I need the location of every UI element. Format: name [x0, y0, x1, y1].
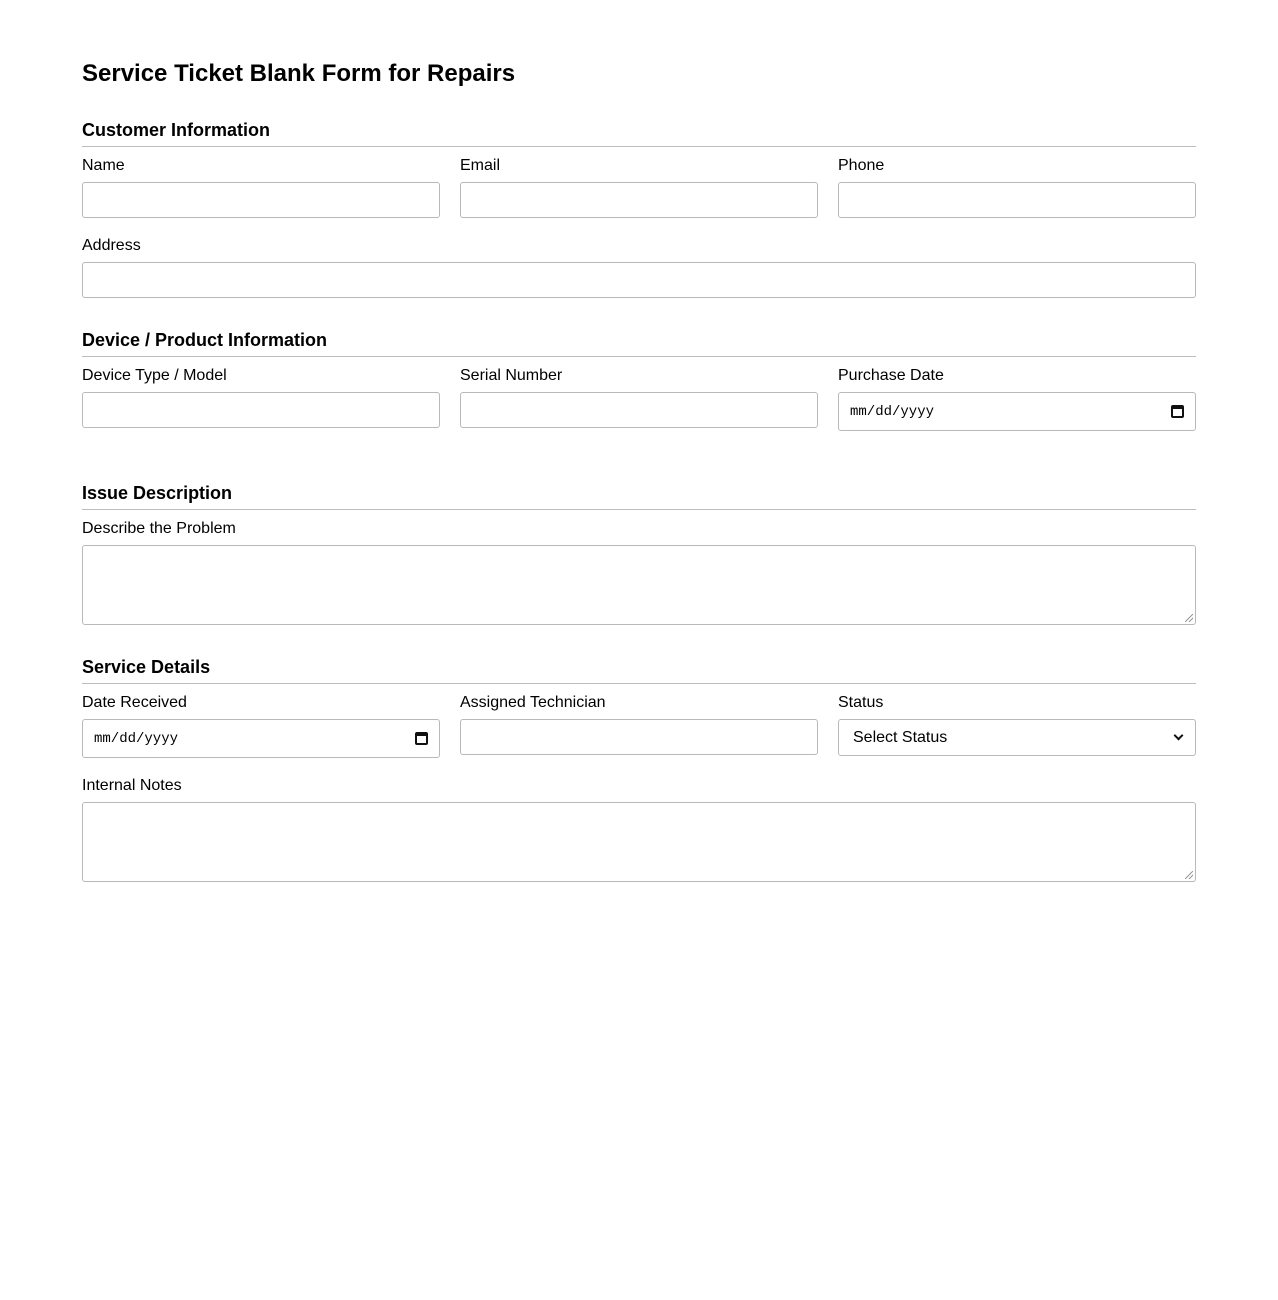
- section-title-customer: Customer Information: [82, 120, 1196, 147]
- address-field-group: [82, 237, 1196, 255]
- name-input[interactable]: [82, 182, 440, 218]
- date-received-label: Date Received: [82, 694, 187, 711]
- section-title-device: Device / Product Information: [82, 330, 1196, 357]
- page-title: Service Ticket Blank Form for Repairs: [82, 60, 516, 87]
- describe-field-group: [82, 520, 1196, 538]
- device-type-field-group: [82, 367, 440, 385]
- date-received-field-group: [82, 694, 440, 747]
- technician-input[interactable]: [460, 719, 818, 755]
- email-field-group: [460, 157, 818, 175]
- calendar-icon[interactable]: [1171, 405, 1184, 418]
- status-field-group: [838, 694, 1196, 746]
- name-label: Name: [82, 157, 125, 174]
- phone-input[interactable]: [838, 182, 1196, 218]
- address-label: Address: [82, 237, 141, 254]
- serial-input[interactable]: [460, 392, 818, 428]
- section-title-service: Service Details: [82, 657, 1196, 684]
- email-input[interactable]: [460, 182, 818, 218]
- date-received-placeholder: mm/dd/yyyy: [94, 730, 179, 747]
- purchase-date-input[interactable]: [838, 392, 1196, 431]
- name-field-group: [82, 157, 440, 175]
- technician-label: Assigned Technician: [460, 694, 606, 711]
- status-label: Status: [838, 694, 884, 711]
- notes-label: Internal Notes: [82, 777, 182, 794]
- notes-textarea[interactable]: [82, 802, 1196, 882]
- purchase-date-field-group: [838, 367, 1196, 420]
- purchase-date-label: Purchase Date: [838, 367, 944, 384]
- describe-label: Describe the Problem: [82, 520, 236, 537]
- notes-field-group: [82, 777, 1196, 795]
- section-title-issue: Issue Description: [82, 483, 1196, 510]
- technician-field-group: [460, 694, 818, 712]
- address-input[interactable]: [82, 262, 1196, 298]
- phone-label: Phone: [838, 157, 885, 174]
- resize-handle-icon[interactable]: [1185, 871, 1193, 879]
- serial-field-group: [460, 367, 818, 385]
- status-selected-value: Select Status: [853, 728, 948, 746]
- calendar-icon[interactable]: [415, 732, 428, 745]
- describe-textarea[interactable]: [82, 545, 1196, 625]
- email-label: Email: [460, 157, 501, 174]
- serial-label: Serial Number: [460, 367, 563, 384]
- purchase-date-placeholder: mm/dd/yyyy: [850, 403, 935, 420]
- phone-field-group: [838, 157, 1196, 175]
- chevron-down-icon: [1174, 731, 1184, 741]
- device-type-label: Device Type / Model: [82, 367, 227, 384]
- status-select[interactable]: [838, 719, 1196, 756]
- resize-handle-icon[interactable]: [1185, 614, 1193, 622]
- device-type-input[interactable]: [82, 392, 440, 428]
- date-received-input[interactable]: [82, 719, 440, 758]
